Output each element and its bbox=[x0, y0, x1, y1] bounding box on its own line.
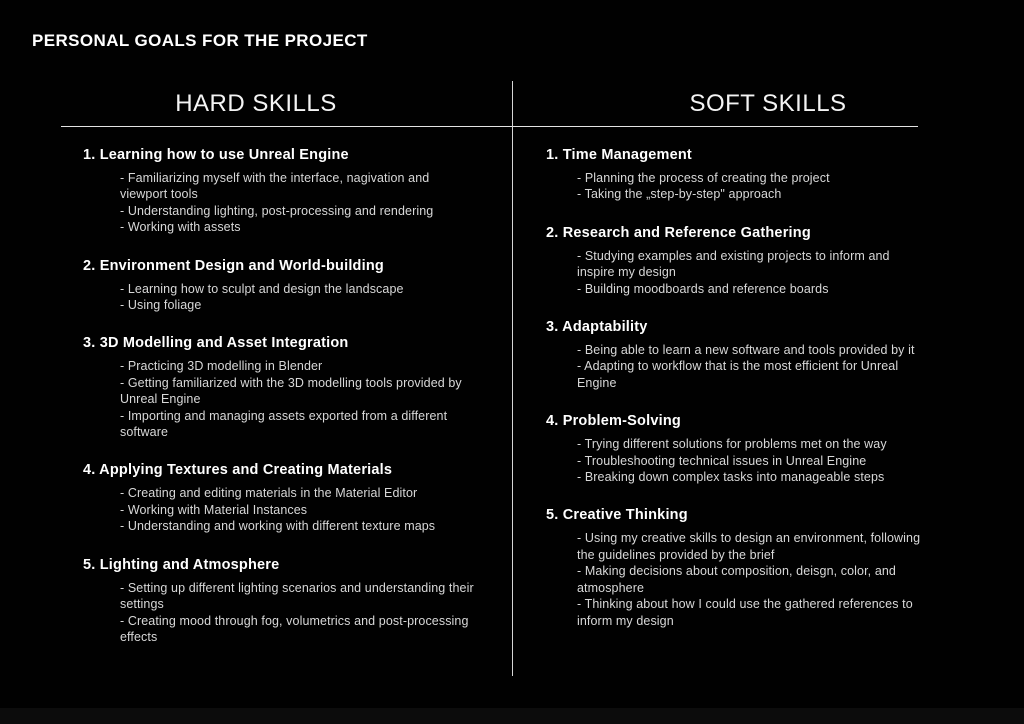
bullet-item: - Making decisions about composition, deisgn, color, and atmosphere bbox=[577, 564, 896, 595]
bullet-item: - Being able to learn a new software and tools provided by it bbox=[577, 343, 915, 358]
bullet-item: - Setting up different lighting scenarios and understanding their settings bbox=[120, 580, 474, 612]
bullet-list bbox=[83, 281, 475, 314]
section-title: 3. 3D Modelling and Asset Integration bbox=[83, 335, 349, 352]
bullet-item: - Importing and managing assets exported from a different software bbox=[120, 408, 448, 440]
bullet-list bbox=[83, 170, 475, 236]
skill-section bbox=[546, 146, 926, 203]
section-title: 5. Creative Thinking bbox=[546, 507, 688, 524]
bullet-item: - Practicing 3D modelling in Blender bbox=[120, 359, 323, 374]
bullet-item: - Building moodboards and reference boards bbox=[577, 281, 829, 296]
bullet-list bbox=[546, 342, 926, 391]
bullet-item: - Creating mood through fog, volumetrics and post-processing effects bbox=[120, 613, 469, 644]
skill-section bbox=[83, 461, 475, 534]
hard-skills-column bbox=[83, 146, 475, 666]
bullet-list bbox=[83, 485, 475, 534]
skill-section bbox=[83, 146, 475, 236]
bullet-list bbox=[83, 358, 475, 440]
bullet-item: - Using foliage bbox=[120, 298, 202, 313]
section-title: 4. Applying Textures and Creating Materials bbox=[83, 462, 393, 479]
bullet-list bbox=[546, 248, 926, 297]
bullet-item: - Learning how to sculpt and design the landscape bbox=[120, 281, 404, 296]
column-divider bbox=[512, 81, 513, 676]
skill-section bbox=[546, 506, 926, 628]
section-title: 5. Lighting and Atmosphere bbox=[83, 556, 280, 573]
skill-section bbox=[83, 334, 475, 440]
bottom-bar bbox=[0, 708, 1024, 724]
section-title: 3. Adaptability bbox=[546, 319, 648, 336]
bullet-item: - Studying examples and existing projects to inform and inspire my design bbox=[577, 248, 890, 280]
bullet-item: - Troubleshooting technical issues in Unreal Engine bbox=[577, 453, 867, 468]
bullet-list bbox=[546, 436, 926, 485]
page-title: PERSONAL GOALS FOR THE PROJECT bbox=[32, 31, 368, 50]
soft-skills-heading: SOFT SKILLS bbox=[689, 90, 847, 117]
bullet-item: - Adapting to workflow that is the most efficient for Unreal Engine bbox=[577, 359, 899, 390]
section-title: 1. Learning how to use Unreal Engine bbox=[83, 147, 349, 163]
bullet-item: - Understanding lighting, post-processing and rendering bbox=[120, 203, 434, 218]
heading-underline bbox=[61, 126, 918, 127]
bullet-item: - Trying different solutions for problems met on the way bbox=[577, 437, 887, 452]
bullet-item: - Using my creative skills to design an environment, following the guidelines provided by the brief bbox=[577, 531, 921, 562]
bullet-item: - Understanding and working with different texture maps bbox=[120, 519, 436, 534]
bullet-item: - Working with assets bbox=[120, 220, 241, 235]
bullet-list bbox=[546, 530, 926, 628]
section-title: 2. Environment Design and World-building bbox=[83, 257, 384, 274]
section-title: 2. Research and Reference Gathering bbox=[546, 224, 811, 241]
skill-section bbox=[546, 412, 926, 485]
skill-section bbox=[546, 224, 926, 297]
hard-skills-heading: HARD SKILLS bbox=[175, 90, 337, 117]
bullet-item: - Breaking down complex tasks into manageable steps bbox=[577, 470, 885, 485]
skill-section bbox=[546, 318, 926, 391]
skill-section bbox=[83, 257, 475, 314]
skill-section bbox=[83, 556, 475, 646]
bullet-item: - Creating and editing materials in the Material Editor bbox=[120, 486, 418, 501]
bullet-item: - Working with Material Instances bbox=[120, 502, 308, 517]
soft-skills-column bbox=[546, 146, 926, 650]
bullet-item: - Familiarizing myself with the interface, nagivation and viewport tools bbox=[120, 171, 430, 202]
bullet-item: - Thinking about how I could use the gathered references to inform my design bbox=[577, 597, 913, 628]
section-title: 1. Time Management bbox=[546, 147, 692, 163]
bullet-list bbox=[546, 170, 926, 203]
bullet-item: - Getting familiarized with the 3D modelling tools provided by Unreal Engine bbox=[120, 375, 462, 407]
bullet-item: - Planning the process of creating the project bbox=[577, 171, 830, 185]
bullet-list bbox=[83, 580, 475, 646]
section-title: 4. Problem-Solving bbox=[546, 413, 681, 430]
bullet-item: - Taking the „step-by-step" approach bbox=[577, 187, 782, 202]
